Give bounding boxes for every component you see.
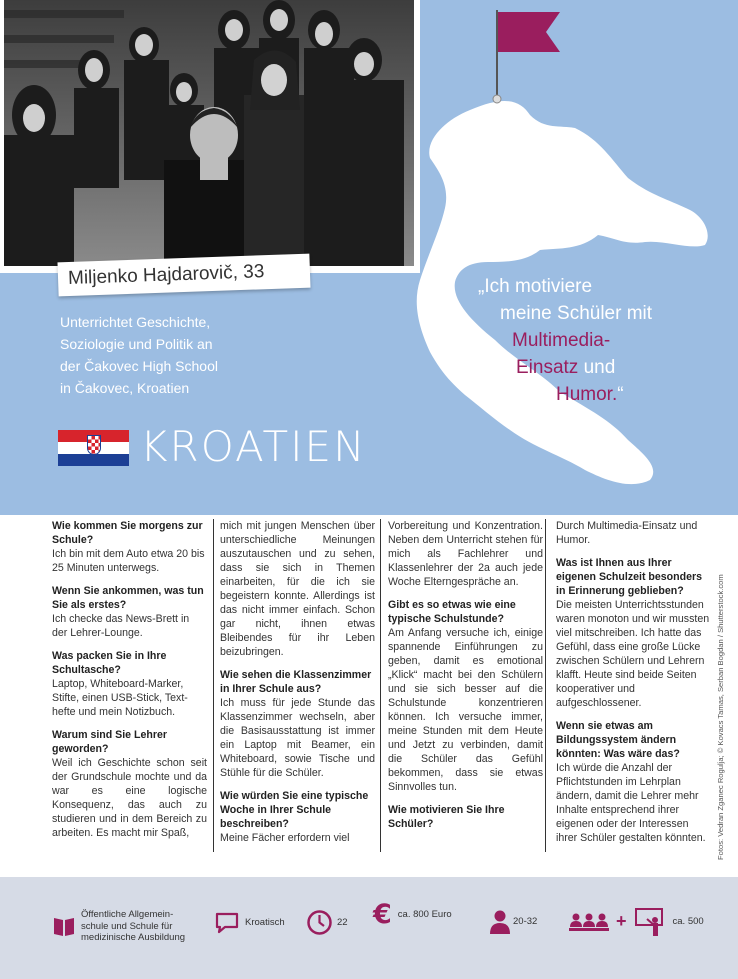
interview-answer: Durch Multimedia-Einsatz und Humor.: [556, 520, 698, 546]
interview-answer: Am Anfang versuche ich, einige spannende Einführungen zu geben, damit es emotional „Klick“ macht bei den Schülern und sie sich besser auf die Schulstunde konzentrieren können. Ich versuche immer, meine Stunden mit dem Heute und Jetzt zu verbinden, damit die Schüler das Gefühl bekommen, dass sie etwas Sinnvolles tun.: [388, 627, 543, 793]
interview-question: Wenn Sie ankommen, was tun Sie als erstes?: [52, 585, 204, 611]
interview-question: Was packen Sie in Ihre Schultasche?: [52, 650, 167, 676]
speech-bubble-icon: [214, 911, 240, 935]
fact-students: [568, 907, 704, 937]
interview-question: Warum sind Sie Lehrer geworden?: [52, 729, 167, 755]
photo-credit: [714, 560, 728, 860]
interview-answer: mich mit jungen Menschen über unterschiedliche Meinungen auszutauschen und zu sehen, dass sie sich in Themen einarbeiten, für die ich sie begeistern konnte. Allerdings ist das nicht immer einfach. Schon gar nicht, ihnen etwas Bleibendes für ihr Leben beizubringen.: [220, 520, 375, 658]
interview-answer: Meine Fächer erfordern viel: [220, 832, 350, 844]
teacher-description-line: der Čakovec High School: [60, 358, 218, 374]
interview-question: Wie würden Sie eine typische Woche in Ihrer Schule beschreiben?: [220, 790, 369, 830]
quote-line: [478, 354, 718, 381]
teacher-name-label: Miljenko Hajdarovič, 33: [57, 254, 310, 297]
croatia-flag-icon: [58, 430, 129, 466]
interview-column-4: [556, 519, 711, 857]
interview-question: Wie kommen Sie morgens zur Schule?: [52, 520, 203, 546]
fact-salary-text: ca. 800 Euro: [397, 909, 452, 920]
interview-answer: Ich muss für jede Stunde das Klassenzimmer wechseln, aber die Basisausstattung ist immer ein Laptop mit Beamer, ein Whiteboard, sowie Tische und Stühle für die Schüler.: [220, 697, 375, 779]
fact-hours-text: 22: [337, 916, 348, 928]
euro-icon: €: [373, 899, 392, 930]
interview-answer: Weil ich Geschichte schon seit der Grundschule mochte und da war es eine logische Konsequenz, das auch zu studieren und in dem Bereich zu arbeiten. Es macht mir Spaß,: [52, 757, 207, 839]
interview-question: Wenn sie etwas am Bildungssystem ändern könnten: Was wäre das?: [556, 720, 680, 760]
person-icon: [488, 909, 512, 935]
interview-question: Wie sehen die Klassenzimmer in Ihrer Schule aus?: [220, 669, 372, 695]
interview-answer: Vorbereitung und Konzentration. Neben dem Unterricht stehen für mich als Fachlehrer und Klassenlehrer der 2a auch jede Woche Elterngespräche an.: [388, 520, 543, 588]
plus-icon: +: [616, 911, 627, 932]
facts-bar: [0, 877, 738, 979]
map-pin-flag-icon: [490, 4, 565, 104]
interview-answer: Ich checke das News-Brett in der Lehrer-Lounge.: [52, 613, 190, 639]
interview-question: Was ist Ihnen aus Ihrer eigenen Schulzeit besonders in Erinnerung geblieben?: [556, 557, 702, 597]
class-group-photo: [4, 0, 414, 266]
fact-school-type-line: medizinische Ausbildung: [81, 932, 186, 943]
teacher-board-icon: [633, 907, 667, 937]
quote-highlight: Multimedia-: [512, 330, 611, 351]
clock-icon: [306, 909, 333, 936]
interview-column-1: [52, 519, 207, 857]
interview-answer: Ich bin mit dem Auto etwa 20 bis 25 Minuten unterwegs.: [52, 548, 205, 574]
teacher-description: [60, 311, 300, 399]
quote-line: meine Schüler mit: [500, 303, 653, 324]
interview-question: Gibt es so etwas wie eine typische Schulstunde?: [388, 599, 516, 625]
interview-answer: Laptop, Whiteboard-Marker, Stifte, einen USB-Stick, Text-hefte und mein Notizbuch.: [52, 678, 188, 718]
fact-language: [214, 911, 285, 935]
quote-highlight: Einsatz: [516, 357, 579, 378]
fact-class-size-text: 20-32: [513, 916, 538, 928]
interview-column-3: [388, 519, 543, 857]
class-group-photo-illustration: [4, 0, 414, 266]
interview-question: Wie motivieren Sie Ihre Schüler?: [388, 804, 505, 830]
quote-connector: und: [578, 357, 616, 378]
fact-school-type-text: [81, 909, 185, 944]
quote-line: „Ich motiviere: [478, 276, 593, 297]
interview-answer: Ich würde die Anzahl der Pflichtstunden im Lehrplan ändern, damit die Lehrer mehr Inhalte entsprechend ihrer eigenen oder der Interessen ihrer Schüler gestalten könnten.: [556, 762, 706, 844]
group-icon: [568, 910, 610, 934]
teacher-photo-frame: [0, 0, 420, 273]
fact-language-text: Kroatisch: [245, 917, 285, 929]
interview-column-2: [220, 519, 375, 857]
quote-highlight: Humor.: [556, 384, 618, 405]
fact-hours: [306, 909, 348, 936]
teacher-description-line: Unterrichtet Geschichte,: [60, 314, 211, 330]
interview-text: [52, 519, 712, 857]
photo-credit-text: Fotos: Vedran Zganec Rogulja; © Kovacs Tamas, Serban Bogdan / Shutterstock.com: [716, 574, 725, 860]
pull-quote: [478, 273, 718, 408]
fact-school-type-line: Öffentliche Allgemein-: [81, 909, 174, 920]
book-icon: [52, 914, 76, 938]
fact-salary: [373, 899, 452, 930]
quote-close-mark: “: [617, 384, 624, 405]
teacher-description-line: in Čakovec, Kroatien: [60, 380, 190, 396]
country-title: KROATIEN: [140, 422, 367, 471]
fact-students-text: ca. 500: [672, 916, 704, 928]
teacher-description-line: Soziologie und Politik an: [60, 336, 213, 352]
quote-line: [478, 381, 718, 408]
fact-school-type-line: schule und Schule für: [81, 920, 173, 932]
fact-class-size: [488, 909, 537, 935]
fact-school-type: [52, 909, 185, 944]
interview-answer: Die meisten Unterrichtsstunden waren monoton und wir mussten viel mitschreiben. Ich hatte das Gefühl, dass eine große Lücke zwischen Schülern und Lehrern klafft. Heute sind beide Seiten kooperativer und aufgeschlossener.: [556, 599, 710, 709]
